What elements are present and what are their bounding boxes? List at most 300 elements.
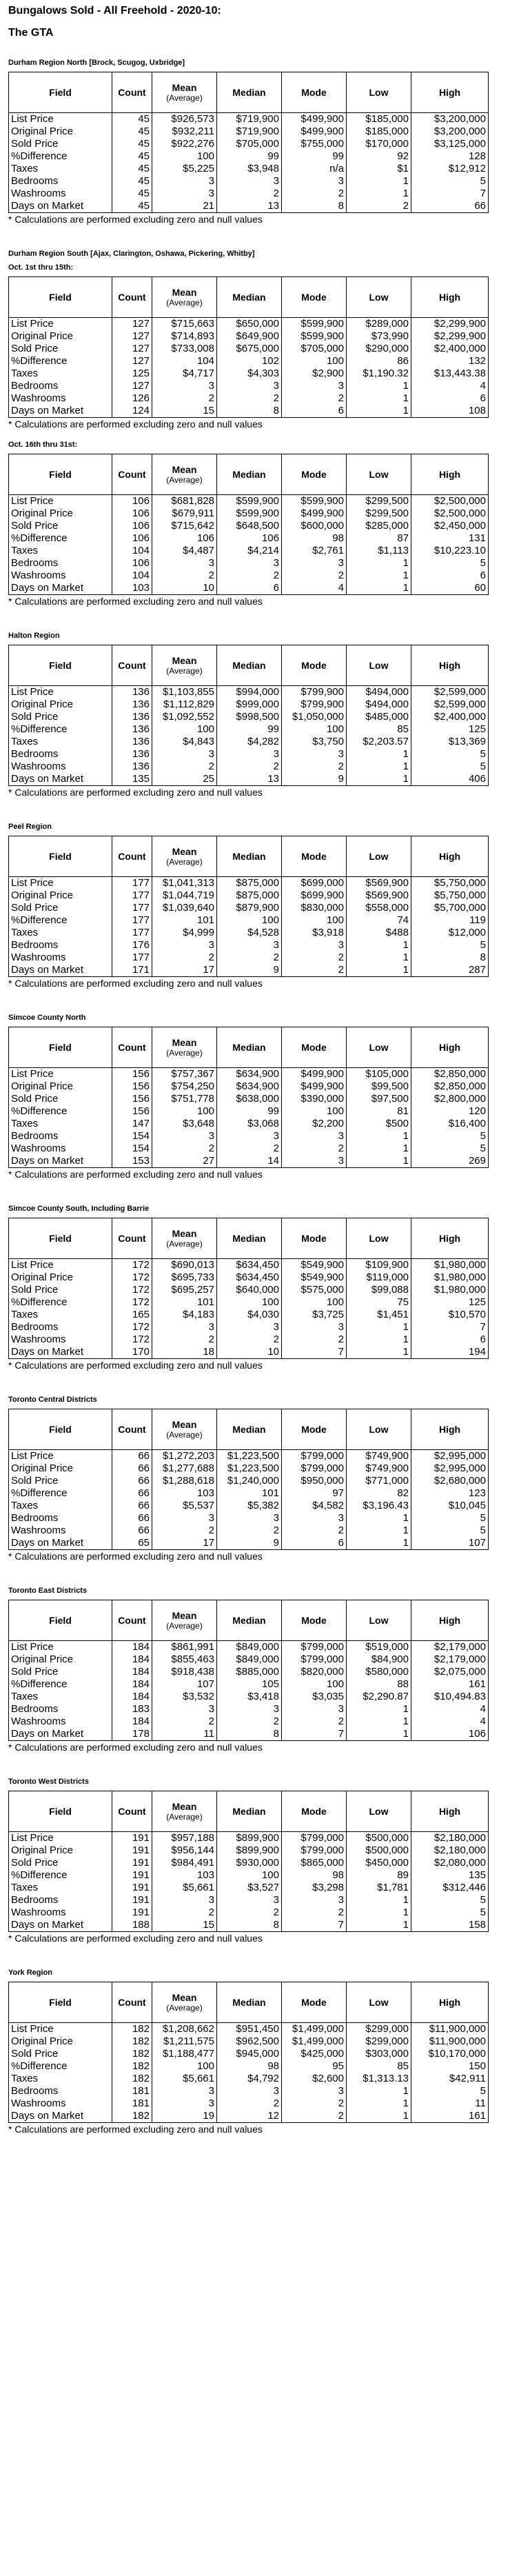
cell-mean: $5,661	[152, 2073, 217, 2085]
cell-field: Original Price	[9, 1844, 112, 1857]
column-header-median: Median	[217, 277, 282, 318]
mean-header-sublabel: (Average)	[166, 1239, 203, 1249]
column-header-count: Count	[112, 1982, 152, 2023]
mean-header-sublabel: (Average)	[166, 1812, 203, 1822]
stats-table	[8, 645, 489, 786]
column-header-mean	[152, 1791, 217, 1832]
cell-high: 125	[411, 723, 489, 736]
cell-mean: 3	[152, 188, 217, 200]
cell-count: 124	[112, 405, 152, 418]
cell-median: 2	[217, 1334, 282, 1346]
cell-high: $2,075,000	[411, 1666, 489, 1678]
column-header-mode: Mode	[282, 1982, 347, 2023]
cell-low: $185,000	[347, 125, 411, 138]
cell-high: $2,400,000	[411, 343, 489, 355]
cell-low: 1	[347, 1703, 411, 1715]
cell-low: $299,000	[347, 2035, 411, 2048]
cell-mode: $599,900	[282, 495, 347, 508]
cell-field: Taxes	[9, 2073, 112, 2085]
column-header-count: Count	[112, 836, 152, 877]
cell-field: Sold Price	[9, 1857, 112, 1869]
cell-median: 99	[217, 150, 282, 163]
table-row-list-price	[9, 495, 489, 508]
stats-table	[8, 1600, 489, 1741]
table-section	[8, 440, 502, 607]
cell-mean: $3,532	[152, 1691, 217, 1703]
table-section	[8, 1395, 502, 1562]
cell-mean: 3	[152, 748, 217, 761]
stats-table	[8, 454, 489, 595]
cell-count: 177	[112, 914, 152, 927]
cell-low: 1	[347, 175, 411, 188]
cell-count: 191	[112, 1857, 152, 1869]
cell-count: 106	[112, 557, 152, 570]
cell-count: 127	[112, 330, 152, 343]
cell-low: $500,000	[347, 1844, 411, 1857]
column-header-median: Median	[217, 72, 282, 113]
cell-low: $771,000	[347, 1475, 411, 1487]
cell-low: $290,000	[347, 343, 411, 355]
cell-high: $13,443.38	[411, 368, 489, 380]
cell-count: 66	[112, 1500, 152, 1512]
table-row-sold-price	[9, 138, 489, 150]
mean-header-label: Mean	[172, 82, 197, 93]
column-header-mode: Mode	[282, 1027, 347, 1068]
cell-mode: $2,200	[282, 1118, 347, 1130]
cell-high: 5	[411, 175, 489, 188]
stats-table	[8, 276, 489, 418]
cell-high: $2,599,000	[411, 698, 489, 711]
cell-count: 176	[112, 939, 152, 952]
mean-header-sublabel: (Average)	[166, 666, 203, 676]
cell-mode: 2	[282, 1715, 347, 1728]
cell-count: 182	[112, 2073, 152, 2085]
cell-mode: 2	[282, 1143, 347, 1155]
calculation-note: * Calculations are performed excluding zero and null values	[8, 419, 263, 430]
cell-median: 3	[217, 1130, 282, 1143]
cell-low: 1	[347, 1321, 411, 1334]
cell-high: $2,080,000	[411, 1857, 489, 1869]
cell-high: 4	[411, 1703, 489, 1715]
cell-mode: 98	[282, 532, 347, 545]
table-row-original-price	[9, 698, 489, 711]
cell-field: Sold Price	[9, 1284, 112, 1296]
cell-mode: 4	[282, 582, 347, 595]
cell-median: 3	[217, 557, 282, 570]
cell-mode: $499,900	[282, 507, 347, 520]
cell-low: 1	[347, 1919, 411, 1932]
cell-high: 66	[411, 200, 489, 213]
cell-median: $849,000	[217, 1641, 282, 1654]
cell-high: $10,223.10	[411, 545, 489, 557]
cell-field: Sold Price	[9, 520, 112, 532]
cell-count: 127	[112, 343, 152, 355]
cell-field: Days on Market	[9, 1155, 112, 1168]
column-header-count: Count	[112, 277, 152, 318]
cell-field: Bedrooms	[9, 1130, 112, 1143]
table-row-original-price	[9, 330, 489, 343]
cell-count: 135	[112, 773, 152, 786]
column-header-high: High	[411, 1791, 489, 1832]
cell-count: 165	[112, 1309, 152, 1321]
column-header-mean	[152, 277, 217, 318]
cell-count: 183	[112, 1703, 152, 1715]
cell-high: 107	[411, 1537, 489, 1550]
cell-mean: $5,537	[152, 1500, 217, 1512]
cell-low: $84,900	[347, 1653, 411, 1666]
cell-mean: $679,911	[152, 507, 217, 520]
cell-mean: 15	[152, 405, 217, 418]
table-row-bedrooms	[9, 748, 489, 761]
cell-high: 11	[411, 2097, 489, 2110]
cell-field: Days on Market	[9, 1346, 112, 1359]
cell-mean: 3	[152, 2085, 217, 2097]
cell-high: 60	[411, 582, 489, 595]
cell-mean: 2	[152, 761, 217, 773]
sections-container	[8, 58, 502, 2135]
cell-mean: 2	[152, 1715, 217, 1728]
cell-low: 81	[347, 1105, 411, 1118]
table-row-taxes	[9, 1691, 489, 1703]
column-header-high: High	[411, 1409, 489, 1450]
cell-field: List Price	[9, 113, 112, 126]
cell-mean: 2	[152, 570, 217, 582]
cell-high: $12,000	[411, 927, 489, 939]
cell-count: 172	[112, 1259, 152, 1272]
cell-count: 45	[112, 200, 152, 213]
cell-low: $299,000	[347, 2023, 411, 2036]
cell-median: $3,068	[217, 1118, 282, 1130]
column-header-high: High	[411, 454, 489, 495]
cell-count: 65	[112, 1537, 152, 1550]
cell-median: $599,900	[217, 495, 282, 508]
cell-field: %Difference	[9, 723, 112, 736]
calculation-note: * Calculations are performed excluding zero and null values	[8, 1360, 263, 1371]
cell-mode: 3	[282, 175, 347, 188]
cell-median: 2	[217, 188, 282, 200]
cell-mode: 2	[282, 2110, 347, 2123]
cell-count: 177	[112, 902, 152, 914]
region-title: Simcoe County South, Including Barrie	[8, 1205, 150, 1213]
cell-mode: $390,000	[282, 1093, 347, 1105]
cell-high: $2,800,000	[411, 1093, 489, 1105]
cell-high: 5	[411, 939, 489, 952]
cell-count: 191	[112, 1869, 152, 1882]
cell-low: 1	[347, 773, 411, 786]
table-row-bedrooms	[9, 1703, 489, 1715]
cell-field: Days on Market	[9, 773, 112, 786]
cell-median: 12	[217, 2110, 282, 2123]
table-section	[8, 1013, 502, 1180]
cell-low: $170,000	[347, 138, 411, 150]
cell-mean: $1,041,313	[152, 877, 217, 890]
table-row-bedrooms	[9, 557, 489, 570]
cell-count: 191	[112, 1832, 152, 1845]
cell-high: 5	[411, 1525, 489, 1537]
cell-count: 136	[112, 736, 152, 748]
table-row-pct-difference	[9, 355, 489, 368]
column-header-median: Median	[217, 1791, 282, 1832]
cell-count: 104	[112, 570, 152, 582]
cell-high: $5,700,000	[411, 902, 489, 914]
region-title: Toronto East Districts	[8, 1587, 88, 1595]
cell-median: 3	[217, 1703, 282, 1715]
document-title: Bungalows Sold - All Freehold - 2020-10:	[8, 5, 221, 17]
cell-high: 6	[411, 392, 489, 405]
cell-median: $875,000	[217, 889, 282, 902]
table-row-list-price	[9, 1068, 489, 1081]
cell-high: $2,680,000	[411, 1475, 489, 1487]
cell-median: $4,303	[217, 368, 282, 380]
cell-median: $4,792	[217, 2073, 282, 2085]
cell-count: 172	[112, 1296, 152, 1309]
table-section	[8, 631, 502, 798]
stats-table	[8, 1409, 489, 1550]
cell-field: %Difference	[9, 1678, 112, 1691]
header-row	[9, 454, 489, 495]
cell-field: Washrooms	[9, 761, 112, 773]
cell-high: $2,299,900	[411, 330, 489, 343]
cell-low: 1	[347, 761, 411, 773]
cell-mean: $1,277,688	[152, 1462, 217, 1475]
cell-mean: $733,008	[152, 343, 217, 355]
cell-mode: 8	[282, 200, 347, 213]
cell-high: $2,179,000	[411, 1653, 489, 1666]
cell-mean: $984,491	[152, 1857, 217, 1869]
table-row-original-price	[9, 889, 489, 902]
cell-mean: $3,648	[152, 1118, 217, 1130]
column-header-mode: Mode	[282, 1791, 347, 1832]
cell-field: Bedrooms	[9, 1321, 112, 1334]
cell-count: 103	[112, 582, 152, 595]
cell-count: 177	[112, 927, 152, 939]
cell-median: 9	[217, 964, 282, 977]
cell-count: 127	[112, 380, 152, 392]
cell-field: %Difference	[9, 1105, 112, 1118]
table-row-list-price	[9, 318, 489, 331]
cell-low: $500,000	[347, 1832, 411, 1845]
cell-mode: 3	[282, 380, 347, 392]
cell-high: $10,570	[411, 1309, 489, 1321]
cell-count: 66	[112, 1450, 152, 1463]
cell-low: 82	[347, 1487, 411, 1500]
cell-count: 106	[112, 532, 152, 545]
mean-header-label: Mean	[172, 287, 197, 298]
cell-mode: $3,750	[282, 736, 347, 748]
cell-count: 153	[112, 1155, 152, 1168]
cell-count: 184	[112, 1641, 152, 1654]
cell-high: 5	[411, 761, 489, 773]
cell-mode: $865,000	[282, 1857, 347, 1869]
cell-mean: $715,663	[152, 318, 217, 331]
cell-mean: 3	[152, 939, 217, 952]
cell-low: 1	[347, 582, 411, 595]
cell-high: 6	[411, 570, 489, 582]
period-title: Oct. 1st thru 15th:	[8, 263, 74, 272]
cell-count: 136	[112, 686, 152, 699]
cell-median: 2	[217, 2097, 282, 2110]
table-row-original-price	[9, 1653, 489, 1666]
cell-high: 406	[411, 773, 489, 786]
cell-high: $2,500,000	[411, 507, 489, 520]
cell-high: $3,200,000	[411, 125, 489, 138]
cell-median: $599,900	[217, 507, 282, 520]
table-row-list-price	[9, 1259, 489, 1272]
calculation-note: * Calculations are performed excluding zero and null values	[8, 2124, 263, 2135]
mean-header-sublabel: (Average)	[166, 1048, 203, 1058]
cell-mean: 3	[152, 557, 217, 570]
cell-field: Original Price	[9, 507, 112, 520]
cell-median: $634,450	[217, 1271, 282, 1284]
cell-mode: 7	[282, 1728, 347, 1741]
cell-high: 8	[411, 952, 489, 964]
cell-median: $879,900	[217, 902, 282, 914]
cell-count: 172	[112, 1284, 152, 1296]
cell-field: Bedrooms	[9, 1894, 112, 1906]
header-row	[9, 1791, 489, 1832]
cell-count: 66	[112, 1475, 152, 1487]
table-section	[8, 249, 502, 430]
cell-mode: 3	[282, 748, 347, 761]
cell-low: $488	[347, 927, 411, 939]
column-header-count: Count	[112, 454, 152, 495]
cell-mode: $799,000	[282, 1450, 347, 1463]
cell-count: 191	[112, 1882, 152, 1894]
cell-median: $994,000	[217, 686, 282, 699]
column-header-mode: Mode	[282, 72, 347, 113]
column-header-mode: Mode	[282, 1409, 347, 1450]
cell-mean: $1,092,552	[152, 711, 217, 723]
cell-field: Bedrooms	[9, 380, 112, 392]
cell-mean: $757,367	[152, 1068, 217, 1081]
cell-mean: $681,828	[152, 495, 217, 508]
calculation-note: * Calculations are performed excluding zero and null values	[8, 1551, 263, 1562]
mean-header-sublabel: (Average)	[166, 1430, 203, 1440]
cell-field: Taxes	[9, 1118, 112, 1130]
header-row	[9, 1600, 489, 1641]
cell-field: %Difference	[9, 355, 112, 368]
cell-median: 9	[217, 1537, 282, 1550]
cell-mean: $1,112,829	[152, 698, 217, 711]
cell-mean: $695,257	[152, 1284, 217, 1296]
table-row-washrooms	[9, 2097, 489, 2110]
cell-mean: $5,225	[152, 163, 217, 175]
table-row-sold-price	[9, 520, 489, 532]
cell-count: 45	[112, 188, 152, 200]
cell-mean: 103	[152, 1487, 217, 1500]
cell-count: 181	[112, 2097, 152, 2110]
cell-high: $10,494.83	[411, 1691, 489, 1703]
cell-count: 156	[112, 1105, 152, 1118]
cell-count: 184	[112, 1715, 152, 1728]
table-row-pct-difference	[9, 2060, 489, 2073]
cell-mode: 3	[282, 939, 347, 952]
cell-median: 2	[217, 1143, 282, 1155]
cell-mode: $599,900	[282, 330, 347, 343]
cell-field: List Price	[9, 1450, 112, 1463]
table-row-original-price	[9, 507, 489, 520]
cell-median: $899,900	[217, 1832, 282, 1845]
cell-high: $1,980,000	[411, 1259, 489, 1272]
table-section	[8, 1968, 502, 2135]
column-header-field: Field	[9, 1027, 112, 1068]
cell-median: 3	[217, 1321, 282, 1334]
column-header-count: Count	[112, 1600, 152, 1641]
cell-low: $1,451	[347, 1309, 411, 1321]
cell-low: 1	[347, 939, 411, 952]
cell-mode: $1,050,000	[282, 711, 347, 723]
cell-count: 126	[112, 392, 152, 405]
cell-low: $749,900	[347, 1450, 411, 1463]
cell-mean: $918,438	[152, 1666, 217, 1678]
cell-median: $4,528	[217, 927, 282, 939]
cell-low: $289,000	[347, 318, 411, 331]
cell-high: 119	[411, 914, 489, 927]
table-section	[8, 1777, 502, 1944]
cell-count: 191	[112, 1894, 152, 1906]
column-header-mean	[152, 1600, 217, 1641]
cell-count: 188	[112, 1919, 152, 1932]
cell-field: Bedrooms	[9, 748, 112, 761]
cell-mode: $549,900	[282, 1271, 347, 1284]
cell-mean: $4,999	[152, 927, 217, 939]
column-header-field: Field	[9, 836, 112, 877]
mean-header-sublabel: (Average)	[166, 298, 203, 308]
table-row-list-price	[9, 1641, 489, 1654]
table-row-sold-price	[9, 711, 489, 723]
cell-low: $500	[347, 1118, 411, 1130]
calculation-note: * Calculations are performed excluding zero and null values	[8, 1169, 263, 1180]
cell-median: 98	[217, 2060, 282, 2073]
cell-field: %Difference	[9, 1869, 112, 1882]
cell-low: $569,900	[347, 877, 411, 890]
cell-mode: 3	[282, 2085, 347, 2097]
column-header-high: High	[411, 1027, 489, 1068]
cell-high: $2,995,000	[411, 1450, 489, 1463]
cell-mode: $575,000	[282, 1284, 347, 1296]
table-row-original-price	[9, 1844, 489, 1857]
cell-mean: 21	[152, 200, 217, 213]
cell-median: $649,900	[217, 330, 282, 343]
mean-header-label: Mean	[172, 846, 197, 857]
cell-count: 66	[112, 1512, 152, 1525]
cell-high: 131	[411, 532, 489, 545]
cell-median: 3	[217, 175, 282, 188]
cell-field: Days on Market	[9, 405, 112, 418]
stats-table	[8, 836, 489, 977]
table-row-taxes	[9, 1500, 489, 1512]
cell-mean: 3	[152, 2097, 217, 2110]
cell-mode: 9	[282, 773, 347, 786]
cell-field: List Price	[9, 877, 112, 890]
cell-low: 1	[347, 1512, 411, 1525]
cell-mode: 2	[282, 2097, 347, 2110]
cell-mode: $799,000	[282, 1653, 347, 1666]
cell-high: $3,125,000	[411, 138, 489, 150]
cell-field: List Price	[9, 2023, 112, 2036]
column-header-high: High	[411, 1218, 489, 1259]
cell-low: $558,000	[347, 902, 411, 914]
cell-low: 1	[347, 557, 411, 570]
cell-count: 182	[112, 2048, 152, 2060]
cell-count: 125	[112, 368, 152, 380]
cell-mean: 107	[152, 1678, 217, 1691]
column-header-high: High	[411, 1600, 489, 1641]
calculation-note: * Calculations are performed excluding zero and null values	[8, 1933, 263, 1944]
cell-mean: 100	[152, 723, 217, 736]
cell-median: $945,000	[217, 2048, 282, 2060]
cell-count: 182	[112, 2035, 152, 2048]
